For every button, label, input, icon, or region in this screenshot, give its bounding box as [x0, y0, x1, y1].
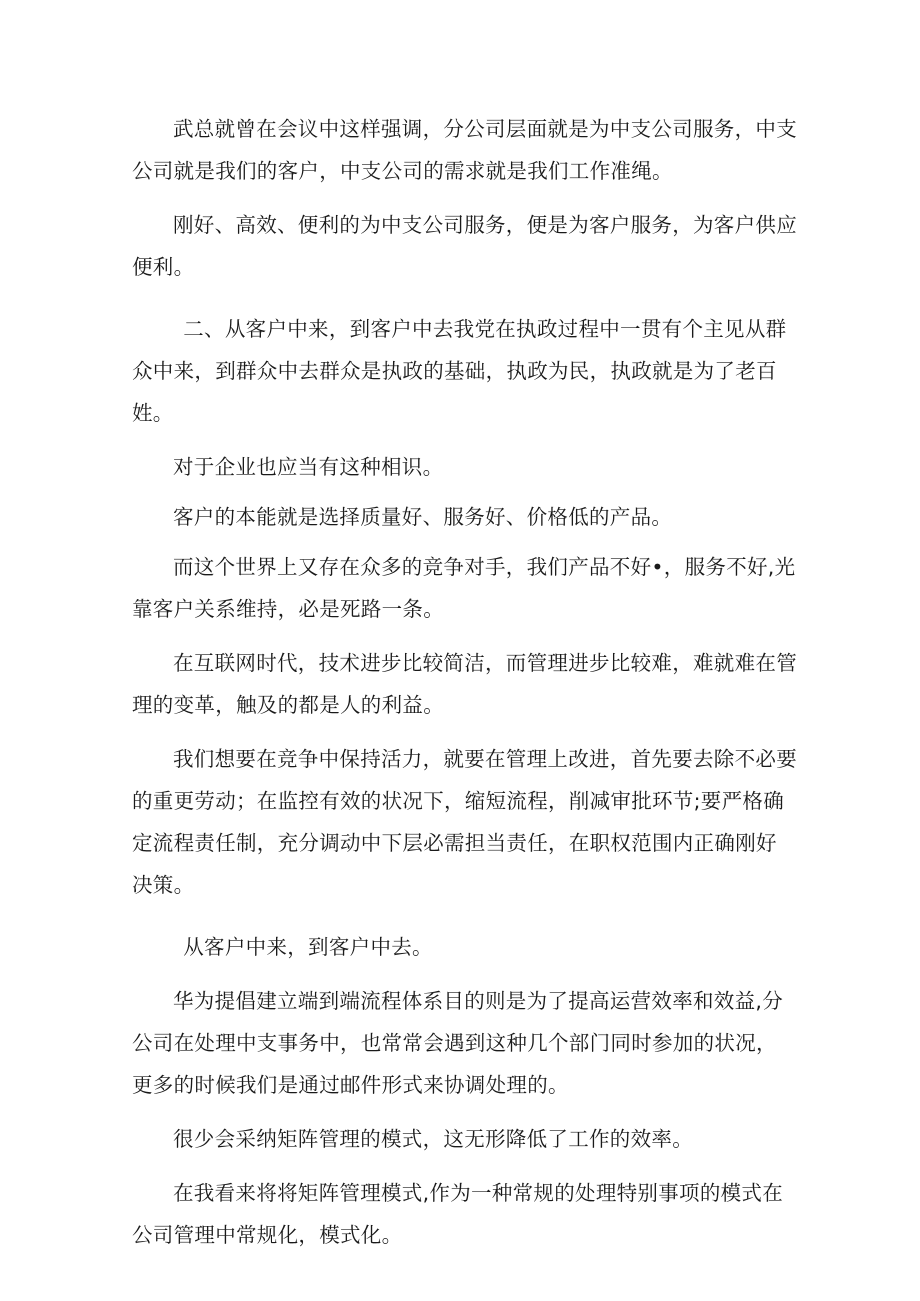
document-body	[132, 108, 797, 1256]
paragraph-7: 在互联网时代，技术进步比较简洁，而管理进步比较难，难就难在管理的变革，触及的都是人的利益。	[132, 651, 797, 717]
paragraph-8: 我们想要在竞争中保持活力，就要在管理上改进，首先要去除不必要的重更劳动；在监控有效的状况下，缩短流程，削减审批环节;要严格确定流程责任制，充分调动中下层必需担当责任，在职权范围内正确刚好决策。	[132, 747, 797, 897]
paragraph-3: 二、从客户中来，到客户中去我党在执政过程中一贯有个主见从群众中来，到群众中去群众是执政的基础，执政为民，执政就是为了老百姓。	[132, 317, 787, 425]
paragraph-10: 华为提倡建立端到端流程体系目的则是为了提高运营效率和效益,分公司在处理中支事务中，也常常会遇到这种几个部门同时参加的状况，更多的时候我们是通过邮件形式来协调处理的。	[132, 989, 784, 1097]
paragraph-12: 在我看来将将矩阵管理模式,作为一种常规的处理特别事项的模式在公司管理中常规化，模式化。	[132, 1181, 784, 1247]
paragraph-6: 而这个世界上又存在众多的竞争对手，我们产品不好•，服务不好,光靠客户关系维持，必是死路一条。	[132, 555, 796, 621]
paragraph-4: 对于企业也应当有这种相识。	[173, 455, 444, 479]
paragraph-2: 刚好、高效、便利的为中支公司服务，便是为客户服务，为客户供应便利。	[132, 213, 797, 279]
paragraph-5: 客户的本能就是选择质量好、服务好、价格低的产品。	[173, 505, 673, 529]
paragraph-9: 从客户中来，到客户中去。	[183, 935, 433, 959]
paragraph-1: 武总就曾在会议中这样强调，分公司层面就是为中支公司服务，中支公司就是我们的客户，中支公司的需求就是我们工作准绳。	[132, 117, 797, 183]
paragraph-11: 很少会采纳矩阵管理的模式，这无形降低了工作的效率。	[173, 1127, 693, 1151]
